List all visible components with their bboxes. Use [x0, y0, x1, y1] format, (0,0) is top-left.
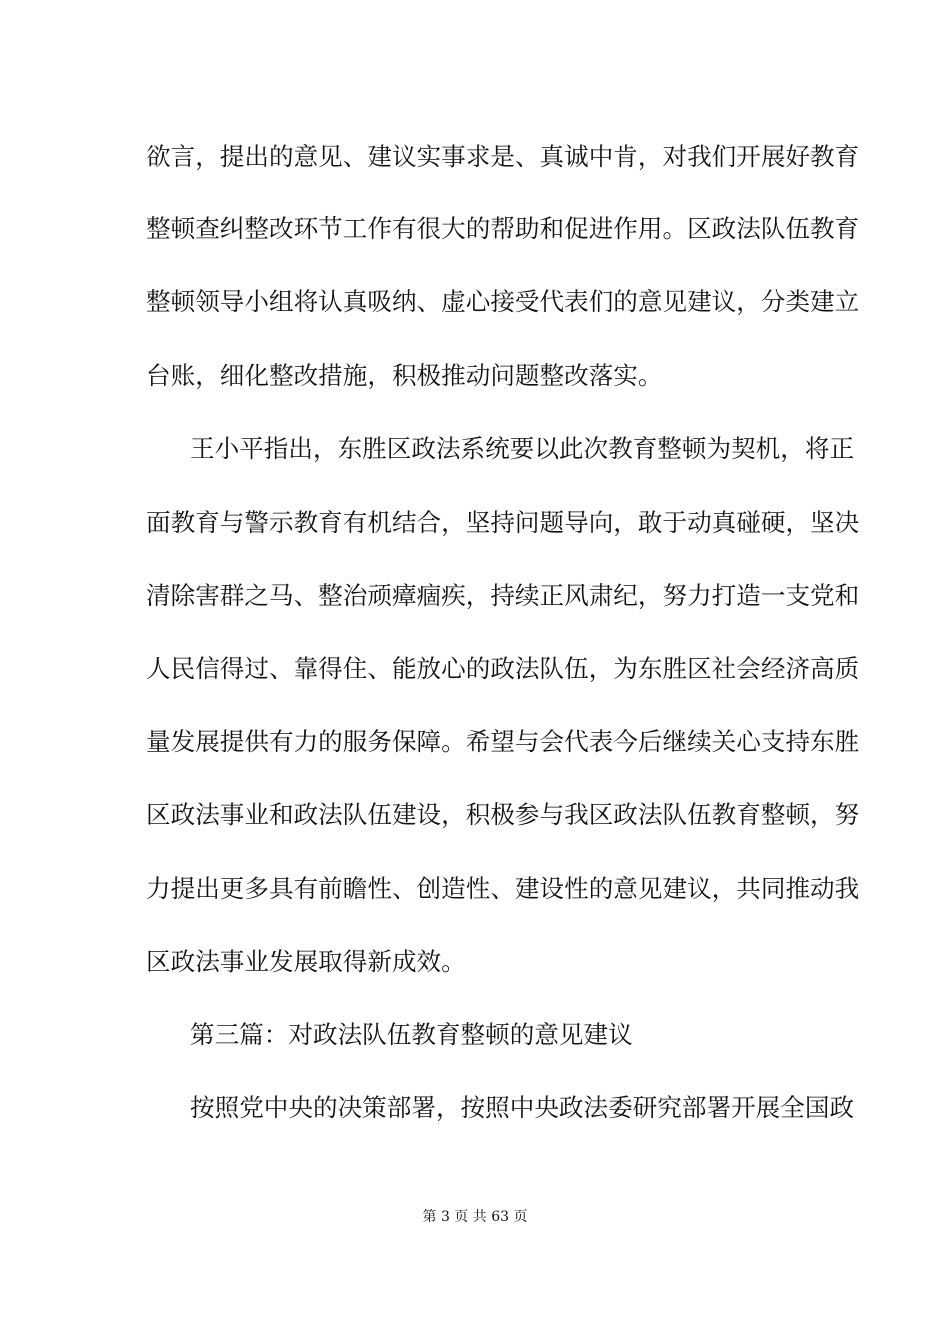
text-line: 量发展提供有力的服务保障。希望与会代表今后继续关心支持东胜 — [146, 727, 860, 756]
text-line: 整顿查纠整改环节工作有很大的帮助和促进作用。区政法队伍教育 — [146, 214, 860, 243]
text-line: 清除害群之马、整治顽瘴痼疾，持续正风肃纪，努力打造一支党和 — [146, 581, 860, 610]
text-line: 欲言，提出的意见、建议实事求是、真诚中肯，对我们开展好教育 — [146, 142, 860, 171]
text-line: 台账，细化整改措施，积极推动问题整改落实。 — [146, 361, 663, 390]
text-line: 区政法事业和政法队伍建设，积极参与我区政法队伍教育整顿，努 — [146, 800, 860, 829]
text-line: 面教育与警示教育有机结合，坚持问题导向，敢于动真碰硬，坚决 — [146, 508, 860, 537]
page-number-footer: 第 3 页 共 63 页 — [422, 1209, 528, 1225]
text-line: 区政法事业发展取得新成效。 — [146, 947, 466, 976]
text-line: 整顿领导小组将认真吸纳、虚心接受代表们的意见建议，分类建立 — [146, 287, 860, 316]
text-line: 力提出更多具有前瞻性、创造性、建设性的意见建议，共同推动我 — [146, 874, 860, 903]
paragraph-start-line: 按照党中央的决策部署，按照中央政法委研究部署开展全国政 — [190, 1093, 855, 1122]
paragraph-start-line: 王小平指出，东胜区政法系统要以此次教育整顿为契机，将正 — [190, 434, 855, 463]
text-line: 人民信得过、靠得住、能放心的政法队伍，为东胜区社会经济高质 — [146, 654, 860, 683]
section-heading: 第三篇：对政法队伍教育整顿的意见建议 — [190, 1020, 633, 1049]
